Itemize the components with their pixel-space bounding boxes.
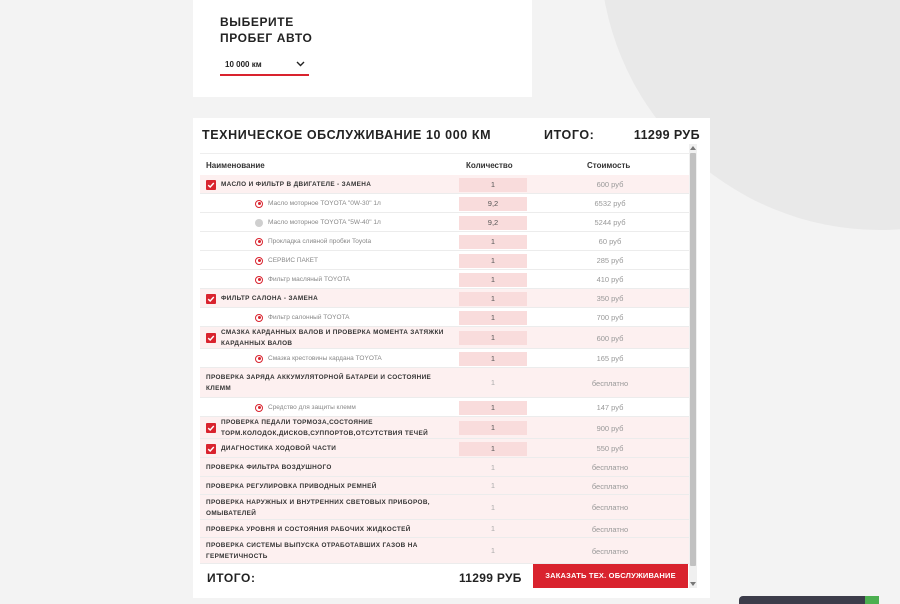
table-row <box>200 327 689 349</box>
row-name: ПРОВЕРКА РЕГУЛИРОВКА ПРИВОДНЫХ РЕМНЕЙ <box>206 482 377 490</box>
row-cost: 600 руб <box>596 180 624 189</box>
row-quantity: 1 <box>490 546 496 555</box>
row-cost: бесплатно <box>591 524 629 534</box>
check-icon <box>207 181 215 189</box>
table-row <box>200 175 689 194</box>
table-row <box>200 289 689 308</box>
row-name: Масло моторное TOYOTA "0W-30" 1л <box>268 199 381 207</box>
chevron-down-icon <box>296 61 305 67</box>
mileage-dropdown-value: 10 000 км <box>225 59 262 69</box>
table-row <box>200 270 689 289</box>
row-quantity[interactable]: 1 <box>459 235 527 249</box>
row-quantity[interactable]: 1 <box>459 292 527 306</box>
row-radio[interactable] <box>255 257 263 265</box>
row-quantity[interactable]: 1 <box>459 254 527 268</box>
row-cost: 147 руб <box>596 403 624 412</box>
chat-status-indicator <box>865 596 879 604</box>
row-quantity: 1 <box>490 502 496 512</box>
row-cost: бесплатно <box>591 503 629 512</box>
row-quantity[interactable]: 1 <box>459 311 527 325</box>
table-header <box>200 153 689 177</box>
row-radio[interactable] <box>255 314 263 322</box>
mileage-dropdown[interactable] <box>220 54 309 76</box>
chat-widget[interactable] <box>739 596 879 604</box>
table-row <box>200 349 689 368</box>
table-row <box>200 213 689 232</box>
row-name: ПРОВЕРКА СИСТЕМЫ ВЫПУСКА ОТРАБОТАВШИХ ГАЗОВ НА ГЕРМЕТИЧНОСТЬ <box>206 542 418 560</box>
row-name: ДИАГНОСТИКА ХОДОВОЙ ЧАСТИ <box>221 445 337 452</box>
table-row <box>200 194 689 213</box>
row-quantity[interactable]: 1 <box>459 352 527 366</box>
row-quantity: 1 <box>490 524 496 533</box>
table-row <box>200 477 689 495</box>
service-title: ТЕХНИЧЕСКОЕ ОБСЛУЖИВАНИЕ 10 000 КМ <box>202 128 492 142</box>
row-name: МАСЛО И ФИЛЬТР В ДВИГАТЕЛЕ - ЗАМЕНА <box>221 181 372 188</box>
row-quantity[interactable]: 1 <box>459 178 527 192</box>
service-card <box>193 118 710 598</box>
column-header-quantity: Количество <box>466 161 513 170</box>
row-name: Фильтр салонный TOYOTA <box>268 313 350 321</box>
table-row <box>200 520 689 538</box>
row-checkbox[interactable] <box>206 180 216 190</box>
row-quantity[interactable]: 1 <box>459 421 527 435</box>
row-cost: бесплатно <box>591 463 629 472</box>
column-header-cost: Стоимость <box>587 161 631 170</box>
table-row <box>200 251 689 270</box>
row-name: Прокладка сливной пробки Toyota <box>268 237 372 245</box>
table-row <box>200 398 689 417</box>
row-quantity[interactable]: 9,2 <box>459 216 527 230</box>
row-checkbox[interactable] <box>206 294 216 304</box>
row-quantity: 1 <box>490 378 496 387</box>
check-icon <box>207 424 215 432</box>
row-name: ПРОВЕРКА ЗАРЯДА АККУМУЛЯТОРНОЙ БАТАРЕИ И СОСТОЯНИЕ КЛЕММ <box>206 374 432 392</box>
row-quantity: 1 <box>490 481 496 490</box>
row-quantity: 1 <box>490 462 496 472</box>
row-radio[interactable] <box>255 200 263 208</box>
row-cost: 285 руб <box>596 256 624 265</box>
scroll-down-icon[interactable] <box>690 582 696 586</box>
service-table <box>200 153 689 564</box>
table-row <box>200 368 689 398</box>
row-cost: 410 руб <box>596 275 624 284</box>
row-radio[interactable] <box>255 355 263 363</box>
column-header-name: Наименование <box>206 161 265 170</box>
row-radio[interactable] <box>255 238 263 246</box>
row-name: Средство для защиты клемм <box>268 403 356 411</box>
table-scrollbar[interactable] <box>689 144 697 588</box>
row-cost: 600 руб <box>596 333 624 343</box>
row-name: ПРОВЕРКА УРОВНЯ И СОСТОЯНИЯ РАБОЧИХ ЖИДКОСТЕЙ <box>206 525 411 533</box>
row-cost: бесплатно <box>591 378 629 388</box>
header-total-label: ИТОГО: <box>544 128 595 142</box>
row-quantity[interactable]: 1 <box>459 401 527 415</box>
row-cost: бесплатно <box>591 481 629 491</box>
row-quantity[interactable]: 9,2 <box>459 197 527 211</box>
row-checkbox[interactable] <box>206 444 216 454</box>
table-row <box>200 308 689 327</box>
row-cost: 6532 руб <box>594 199 626 208</box>
table-row <box>200 538 689 564</box>
row-cost: 165 руб <box>596 354 624 363</box>
table-row <box>200 417 689 439</box>
row-name: СЕРВИС ПАКЕТ <box>268 256 318 264</box>
row-quantity[interactable]: 1 <box>459 331 527 345</box>
check-icon <box>207 295 215 303</box>
row-cost: 5244 руб <box>594 218 626 227</box>
row-cost: 60 руб <box>598 237 622 246</box>
table-row <box>200 232 689 251</box>
row-name: Фильтр масляный TOYOTA <box>268 275 351 283</box>
table-row <box>200 439 689 458</box>
row-cost: 350 руб <box>596 294 624 303</box>
row-radio[interactable] <box>255 219 263 227</box>
row-cost: 700 руб <box>596 313 624 322</box>
scrollbar-thumb[interactable] <box>690 153 696 566</box>
row-name: Масло моторное TOYOTA "5W-40" 1л <box>268 218 381 226</box>
row-name: ПРОВЕРКА ПЕДАЛИ ТОРМОЗА,СОСТОЯНИЕ ТОРМ.КОЛОДОК,ДИСКОВ,СУППОРТОВ,ОТСУТСТВИЯ ТЕЧЕЙ <box>221 419 429 437</box>
row-name: ПРОВЕРКА ФИЛЬТРА ВОЗДУШНОГО <box>206 464 332 471</box>
row-cost: 550 руб <box>596 444 624 453</box>
row-name: СМАЗКА КАРДАННЫХ ВАЛОВ И ПРОВЕРКА МОМЕНТА ЗАТЯЖКИ КАРДАННЫХ ВАЛОВ <box>221 329 444 347</box>
check-icon <box>207 334 215 342</box>
row-radio[interactable] <box>255 276 263 284</box>
table-row <box>200 495 689 520</box>
row-name: ПРОВЕРКА НАРУЖНЫХ И ВНУТРЕННИХ СВЕТОВЫХ ПРИБОРОВ, ОМЫВАТЕЛЕЙ <box>206 498 430 517</box>
row-checkbox[interactable] <box>206 423 216 433</box>
row-cost: 900 руб <box>596 423 624 433</box>
row-name: ФИЛЬТР САЛОНА - ЗАМЕНА <box>221 295 319 302</box>
service-footer <box>193 564 689 590</box>
footer-total-label: ИТОГО: <box>207 571 256 585</box>
row-cost: бесплатно <box>591 546 629 556</box>
row-quantity[interactable]: 1 <box>459 442 527 456</box>
check-icon <box>207 445 215 453</box>
mileage-selector-title: ВЫБЕРИТЕ ПРОБЕГ АВТО <box>220 15 313 45</box>
service-header <box>202 128 702 146</box>
row-radio[interactable] <box>255 404 263 412</box>
table-row <box>200 458 689 477</box>
row-checkbox[interactable] <box>206 333 216 343</box>
footer-total-value: 11299 РУБ <box>459 571 522 585</box>
scroll-up-icon[interactable] <box>690 146 696 150</box>
row-name: Смазка крестовины кардана TOYOTA <box>268 354 382 362</box>
row-quantity[interactable]: 1 <box>459 273 527 287</box>
header-total-value: 11299 РУБ <box>633 128 700 142</box>
order-service-button[interactable]: ЗАКАЗАТЬ ТЕХ. ОБСЛУЖИВАНИЕ <box>533 564 688 588</box>
